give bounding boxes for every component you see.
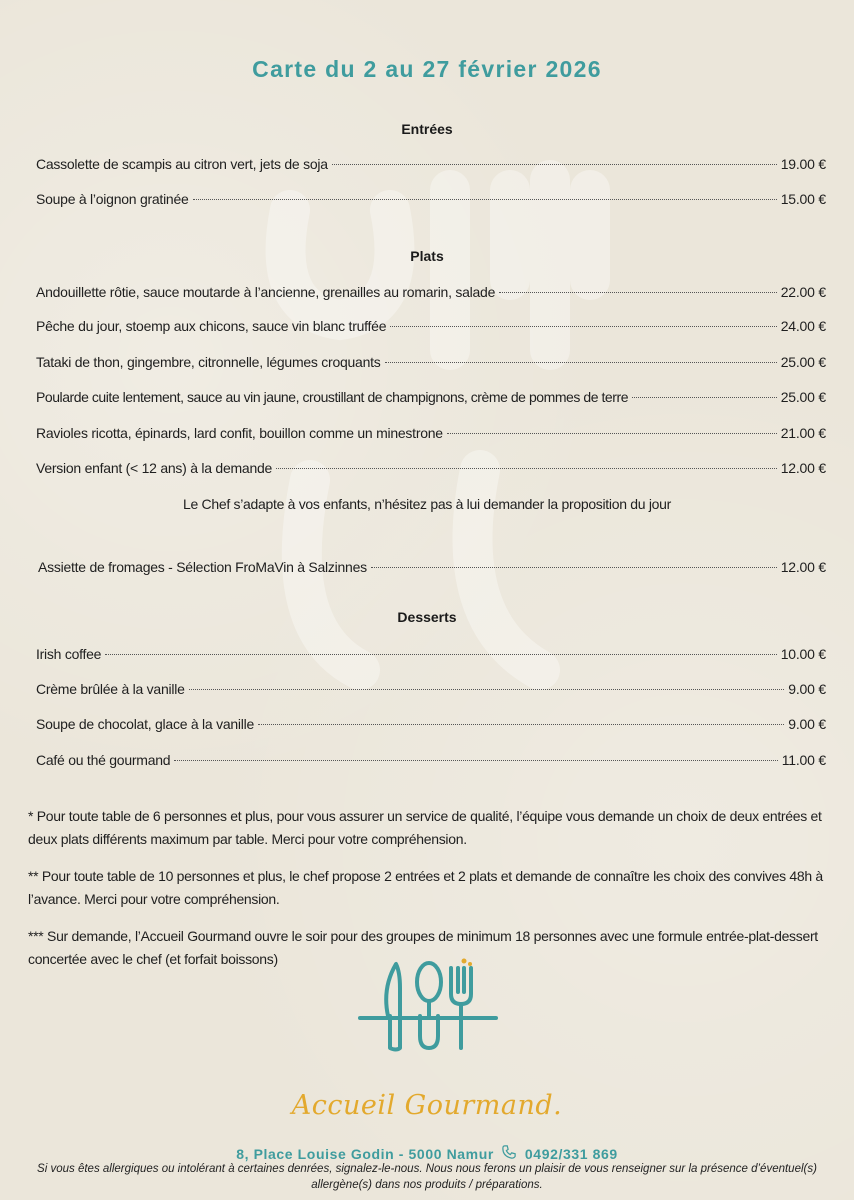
brand-name: Accueil Gourmand. [291,1090,563,1121]
item-price: 21.00 € [780,425,826,441]
phone-number: 0492/331 869 [524,1146,618,1162]
menu-item [36,354,826,374]
footnote-3: *** Sur demande, l’Accueil Gourmand ouvre le soir pour des groupes de minimum 18 personnes avec une formule entrée-plat-dessert concertée avec le chef (et forfait boissons) [28,928,818,967]
item-name: Ravioles ricotta, épinards, lard confit, bouillon comme un minestrone [36,425,443,441]
footnote-2: ** Pour toute table de 10 personnes et plus, le chef propose 2 entrées et 2 plats et demande de connaître les choix des convives 48h à l’avance. Merci pour votre compréhension. [28,868,823,907]
item-price: 19.00 € [780,156,826,172]
section-title-entrees: Entrées [401,121,453,137]
chef-note: Le Chef s’adapte à vos enfants, n’hésitez pas à lui demander la proposition du jour [183,496,671,512]
cutlery-logo [356,958,501,1053]
item-name: Pêche du jour, stoemp aux chicons, sauce vin blanc truffée [36,318,387,334]
menu-item [36,389,826,409]
menu-item [36,425,826,445]
dot-leader [174,759,777,761]
menu-item [36,318,826,338]
item-name: Version enfant (< 12 ans) à la demande [36,460,273,476]
menu-item [36,752,826,772]
item-name: Poularde cuite lentement, sauce au vin jaune, croustillant de champignons, crème de pommes de terre [36,389,629,405]
allergy-notice: Si vous êtes allergiques ou intolérant à certaines denrées, signalez-le-nous. Nous nous ferons un plaisir de vous renseigner sur la présence d’éventuel(s) allergène(s) dans nos produits / préparations. [37,1163,817,1191]
dot-leader [447,432,777,434]
menu-item [36,460,826,480]
section-title-plats: Plats [410,248,444,264]
phone-icon [502,1145,516,1162]
dot-leader [632,396,777,398]
item-name: Cassolette de scampis au citron vert, jets de soja [36,156,328,172]
item-price: 10.00 € [780,646,826,662]
street-address: 8, Place Louise Godin - 5000 Namur [236,1146,494,1162]
item-price: 12.00 € [780,559,826,575]
item-price: 25.00 € [780,354,826,370]
item-name: Irish coffee [36,646,102,662]
dot-leader [371,566,777,568]
item-name: Café ou thé gourmand [36,752,171,768]
menu-item [36,156,826,176]
dot-leader [385,361,777,363]
menu-item [36,191,826,211]
section-title-desserts: Desserts [397,609,457,625]
menu-item [36,716,826,736]
item-price: 12.00 € [780,460,826,476]
item-price: 25.00 € [780,389,826,405]
footnote-1: * Pour toute table de 6 personnes et plus, pour vous assurer un service de qualité, l’équipe vous demande un choix de deux entrées et deux plats différents maximum par table. Merci pour votre compréhension. [28,808,822,847]
item-price: 22.00 € [780,284,826,300]
menu-title: Carte du 2 au 27 février 2026 [252,56,602,82]
menu-item [38,559,826,579]
dot-leader [332,163,777,165]
item-name: Soupe de chocolat, glace à la vanille [36,716,255,732]
item-name: Tataki de thon, gingembre, citronnelle, légumes croquants [36,354,381,370]
dot-leader [189,688,785,690]
dot-leader [499,291,777,293]
dot-leader [390,325,776,327]
item-name: Assiette de fromages - Sélection FroMaVin à Salzinnes [38,559,367,575]
item-price: 15.00 € [780,191,826,207]
item-name: Andouillette rôtie, sauce moutarde à l’ancienne, grenailles au romarin, salade [36,284,496,300]
address-line [0,1145,854,1162]
item-price: 9.00 € [788,716,826,732]
item-name: Soupe à l’oignon gratinée [36,191,189,207]
item-name: Crème brûlée à la vanille [36,681,185,697]
dot-leader [105,653,776,655]
dot-leader [258,723,784,725]
item-price: 9.00 € [788,681,826,697]
menu-item [36,681,826,701]
item-price: 24.00 € [780,318,826,334]
dot-leader [193,198,777,200]
item-price: 11.00 € [781,752,826,768]
dot-leader [276,467,777,469]
menu-item [36,646,826,666]
menu-item [36,284,826,304]
